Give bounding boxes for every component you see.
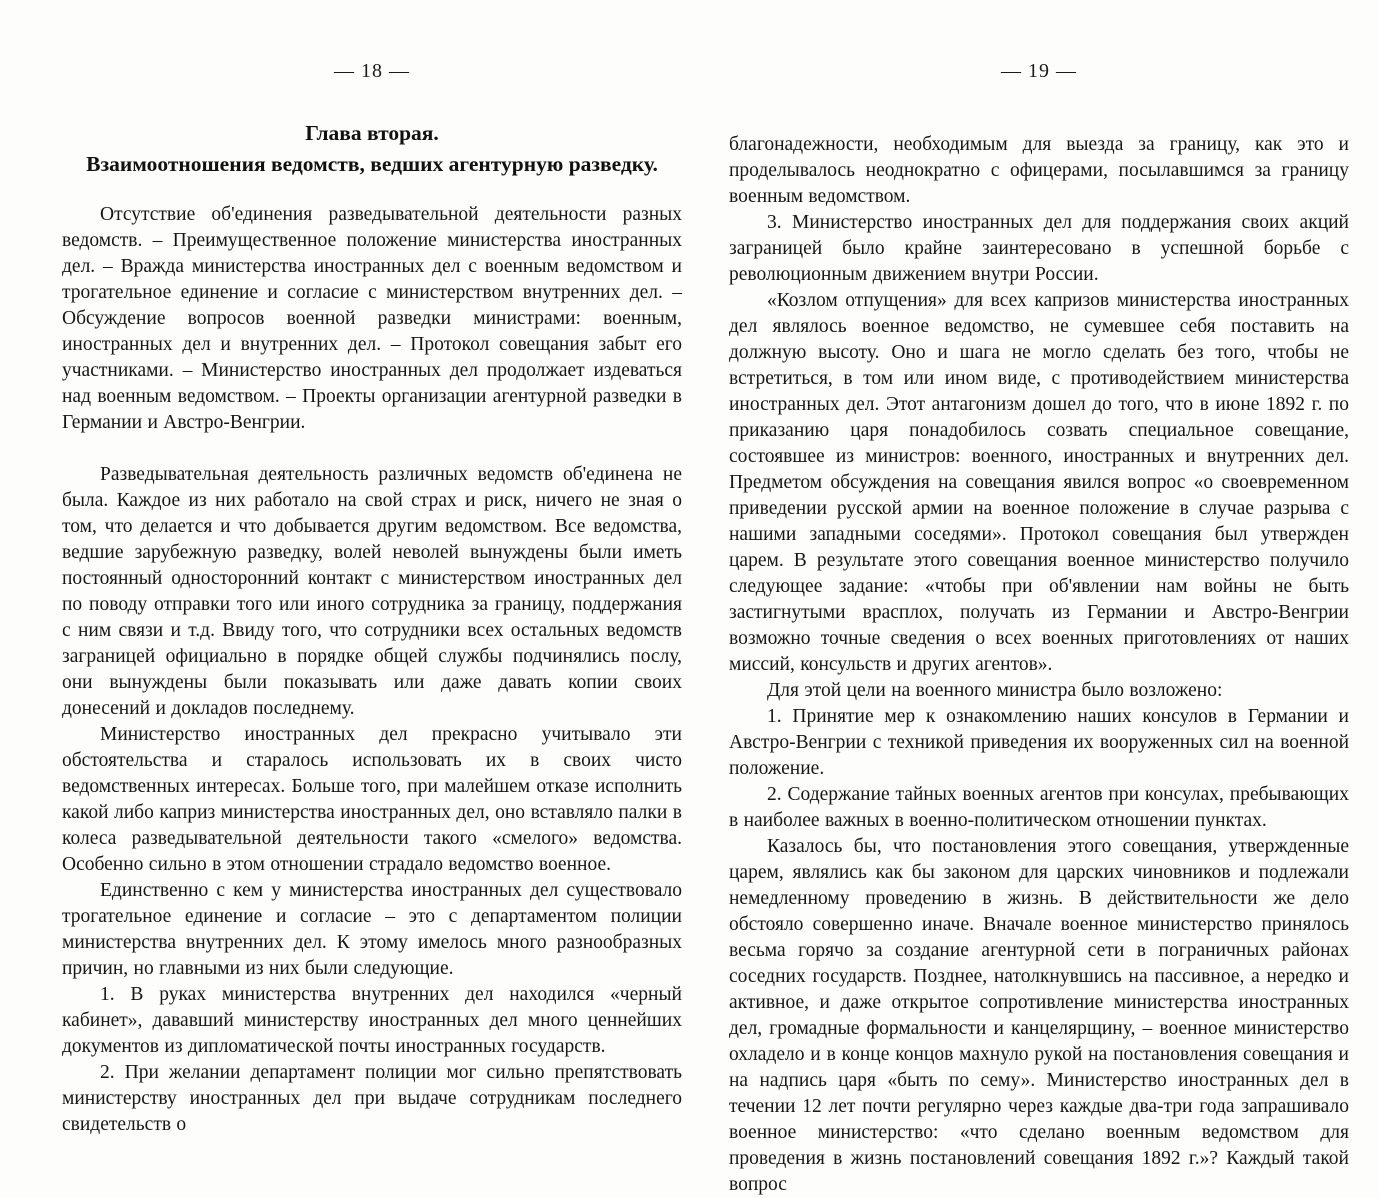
chapter-title-line1: Глава вторая.	[305, 121, 439, 145]
paragraph: Казалось бы, что постановления этого совещания, утвержденные царем, являлись как бы законом для царских чиновников и подлежали немедленному проведению в жизнь. В действительности же дело обстояло совершенно иначе. Вначале военное министерство принялось весьма горячо за создание агентурной сети в пограничных районах соседних государств. Позднее, натолкнувшись на пассивное, а нередко и активное, и даже открытое сопротивление министерства иностранных дел, громадные формальности и канцелярщину, – военное министерство охладело и в конце концов махнуло рукой на постановления совещания и на надпись царя «быть по сему». Министерство иностранных дел в течении 12 лет почти регулярно через каждые два-три года запрашивало военное министерство: «что сделано военным ведомством для проведения в жизнь постановлений совещания 1892 г.»? Каждый такой вопрос	[729, 836, 1349, 1195]
paragraph: Единственно с кем у министерства иностранных дел существовало трогательное единение и согласие – это с департаментом полиции министерства внутренних дел. К этому имелось много разнообразных причин, но главными из них были следующие.	[62, 880, 682, 979]
paragraph-continuation: благонадежности, необходимым для выезда за границу, как это и проделывалось неоднократно с офицерами, посылавшимся за границу военным ведомством.	[729, 134, 1349, 207]
list-item-3: 3. Министерство иностранных дел для поддержания своих акций заграницей было крайне заинтересовано в успешной борьбе с революционным движением внутри России.	[729, 212, 1349, 285]
paragraph-summary: Отсутствие об'единения разведывательной деятельности разных ведомств. – Преимущественное положение министерства иностранных дел. – Вражда министерства иностранных дел с военным ведомством и трогательное единение и согласие с министерством внутренних дел. – Обсуждение вопросов военной разведки министрами: военным, иностранных дел и внутренних дел. – Протокол совещания забыт его участниками. – Министерство иностранных дел продолжает издеваться над военным ведомством. – Проекты организации агентурной разведки в Германии и Австро-Венгрии.	[62, 204, 682, 433]
paragraph: Разведывательная деятельность различных ведомств об'единена не была. Каждое из них работало на свой страх и риск, ничего не зная о том, что делается и что добывается другим ведомством. Все ведомства, ведшие зарубежную разведку, волей неволей вынуждены были иметь постоянный односторонний контакт с министерством иностранных дел по поводу отправки того или иного сотрудника за границу, поддержания с ним связи и т.д. Ввиду того, что сотрудники всех остальных ведомств заграницей официально в порядке общей службы подчинялись послу, они вынуждены были показывать или даже давать копии своих донесений и докладов последнему.	[62, 464, 682, 719]
paragraph: Для этой цели на военного министра было возложено:	[767, 680, 1223, 701]
list-item-2: 2. При желании департамент полиции мог сильно препятствовать министерству иностранных дел при выдаче сотрудникам последнего свидетельств о	[62, 1062, 682, 1135]
paragraph: «Козлом отпущения» для всех капризов министерства иностранных дел являлось военное ведомство, не сумевшее себя поставить на должную высоту. Оно и шага не могло сделать без того, чтобы не встретиться, в том или ином виде, с противодействием министерства иностранных дел. Этот антагонизм дошел до того, что в июне 1892 г. по приказанию царя понадобилось созвать специальное совещание, состоявшее из министров: военного, иностранных и внутренних дел. Предметом обсуждения на совещания явился вопрос «о своевременном приведении русской армии на военное положение в случае разрыва с нашими западными соседями». Протокол совещания был утвержден царем. В результате этого совещания военное министерство получило следующее задание: «чтобы при об'явлении нам войны не быть застигнутыми врасплох, получать из Германии и Австро-Венгрии возможно точные сведения о всех военных приготовлениях от наших миссий, консульств и других агентов».	[729, 290, 1349, 675]
page-number-right: — 19 —	[1001, 60, 1077, 82]
chapter-title	[62, 118, 682, 180]
list-item-1: 1. Принятие мер к ознакомлению наших консулов в Германии и Австро-Венгрии с техникой приведения их вооруженных сил на военной положение.	[729, 706, 1349, 779]
chapter-title-line2: Взаимоотношения ведомств, ведших агентурную разведку.	[86, 152, 658, 176]
list-item-1: 1. В руках министерства внутренних дел находился «черный кабинет», дававший министерству иностранных дел много ценнейших документов из дипломатической почты иностранных государств.	[62, 984, 682, 1057]
list-item-2: 2. Содержание тайных военных агентов при консулах, пребывающих в наиболее важных в военно-политическом отношении пунктах.	[729, 784, 1349, 831]
page-number-left: — 18 —	[334, 60, 410, 82]
page-19	[729, 58, 1349, 1198]
paragraph: Министерство иностранных дел прекрасно учитывало эти обстоятельства и старалось использовать их в своих чисто ведомственных интересах. Больше того, при малейшем отказе исполнить какой либо каприз министерства иностранных дел, оно вставляло палки в колеса разведывательной деятельности такого «смелого» ведомства. Особенно сильно в этом отношении страдало ведомство военное.	[62, 724, 682, 875]
page-18	[62, 58, 682, 1138]
